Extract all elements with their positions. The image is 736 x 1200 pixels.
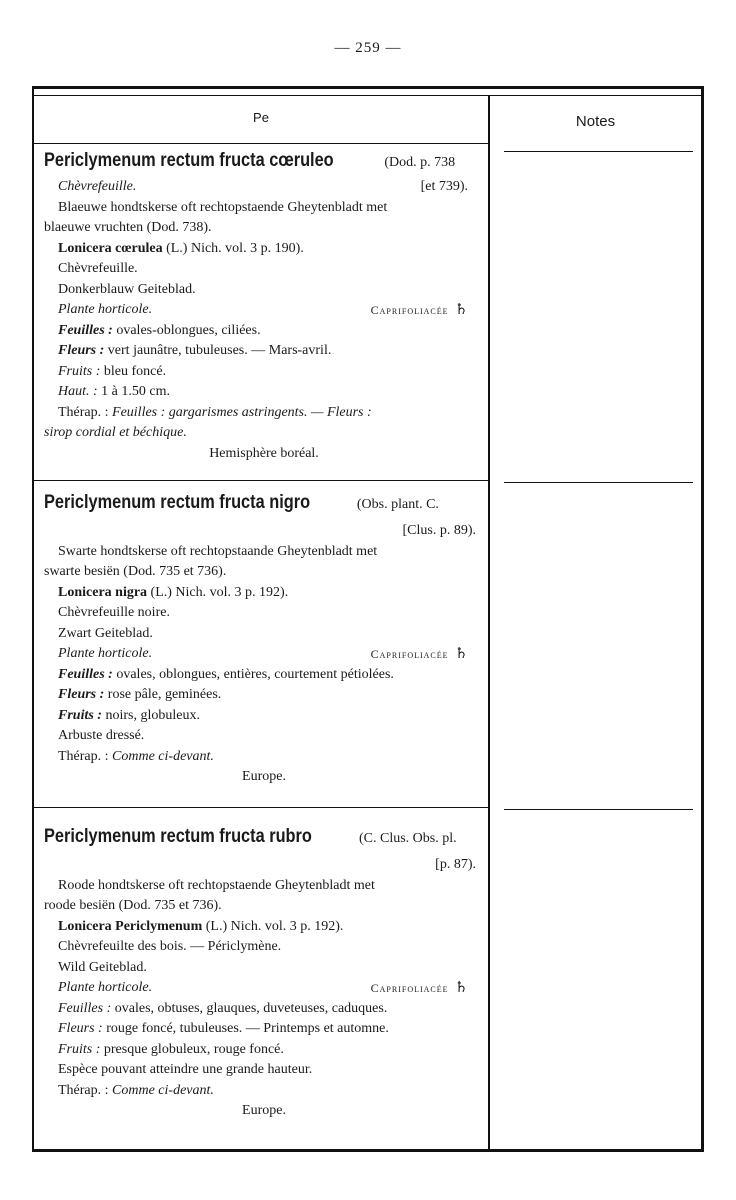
binomial-name: Lonicera Periclymenum — [58, 918, 203, 934]
flowers-label: Fleurs : — [58, 343, 105, 358]
region: Europe. — [242, 769, 286, 784]
flowers-label: Fleurs : — [58, 1021, 103, 1036]
plant-type: Plante horticole. — [58, 980, 153, 995]
reference-continued: [Clus. p. 89). — [402, 523, 476, 538]
flowers-label: Fleurs : — [58, 687, 105, 702]
leaves-label: Feuilles : — [58, 1000, 112, 1016]
fruits-value: presque globuleux, rouge foncé. — [103, 1041, 284, 1057]
dutch-name: Donkerblauw Geiteblad. — [58, 281, 196, 297]
fruits-label: Fruits : — [58, 363, 101, 379]
notes-rule — [504, 482, 693, 483]
common-name: Chèvrefeuille. — [58, 179, 137, 194]
plant-family: Caprifoliacée — [370, 981, 449, 995]
therapy-label: Thérap. : — [58, 748, 109, 764]
dutch-name: Zwart Geiteblad. — [58, 625, 153, 641]
entry-reference: (Dod. p. 738 — [384, 155, 456, 170]
plant-type: Plante horticole. — [58, 646, 153, 661]
flemish-description: Roode hondtskerse oft rechtopstaende Gheytenbladt met — [58, 877, 375, 893]
shrub-symbol-icon: ♄ — [454, 646, 468, 662]
table-header — [34, 95, 701, 142]
plant-type: Plante horticole. — [58, 302, 153, 317]
french-name: Chèvrefeuille noire. — [58, 605, 170, 620]
region: Hemisphère boréal. — [209, 445, 319, 461]
flowers-value: rouge foncé, tubuleuses. — Printemps et automne. — [106, 1021, 389, 1036]
entry-title: Periclymenum rectum fructa nigro — [44, 492, 311, 513]
binomial-name: Lonicera nigra — [58, 584, 148, 600]
plant-family: Caprifoliacée — [370, 303, 449, 317]
document-table — [32, 86, 704, 1152]
binomial-name: Lonicera cœrulea — [58, 240, 163, 256]
french-name: Chèvrefeuilte des bois. — Périclymène. — [58, 939, 282, 954]
entry-title: Periclymenum rectum fructa cœruleo — [44, 150, 334, 171]
fruits-value: noirs, globuleux. — [105, 707, 200, 723]
flowers-value: vert jaunâtre, tubuleuses. — Mars-avril. — [107, 343, 332, 358]
entry-1 — [44, 151, 484, 464]
habit: Espèce pouvant atteindre une grande hauteur. — [58, 1062, 313, 1077]
therapy-value-cont: sirop cordial et béchique. — [44, 425, 187, 440]
entry-title: Periclymenum rectum fructa rubro — [44, 826, 312, 847]
flemish-description-cont: blaeuwe vruchten (Dod. 738). — [44, 220, 212, 235]
therapy-label: Thérap. : — [58, 1082, 109, 1098]
height-value: 1 à 1.50 cm. — [101, 384, 170, 399]
entry-divider — [34, 807, 488, 808]
dutch-name: Wild Geiteblad. — [58, 959, 147, 975]
french-name: Chèvrefeuille. — [58, 261, 138, 276]
entry-reference: (C. Clus. Obs. pl. — [358, 831, 457, 846]
height-label: Haut. : — [58, 384, 98, 399]
notes-rule — [504, 151, 693, 152]
therapy-label: Thérap. : — [58, 404, 109, 420]
leaves-value: ovales, obtuses, glauques, duveteuses, caduques. — [114, 1000, 388, 1016]
region: Europe. — [242, 1103, 286, 1118]
header-divider — [34, 143, 488, 144]
leaves-value: ovales, oblongues, entières, courtement pétiolées. — [116, 666, 394, 682]
fruits-label: Fruits : — [58, 1041, 101, 1057]
plant-family: Caprifoliacée — [370, 647, 449, 661]
leaves-label: Feuilles : — [58, 666, 113, 682]
flemish-description: Blaeuwe hondtskerse oft rechtopstaende Gheytenbladt met — [58, 199, 388, 215]
habit: Arbuste dressé. — [58, 728, 145, 743]
entry-reference: (Obs. plant. C. — [356, 497, 439, 512]
flowers-value: rose pâle, geminées. — [107, 687, 222, 702]
entry-divider — [34, 480, 488, 481]
reference-continued: [et 739). — [420, 179, 468, 194]
flemish-description-cont: roode besiën (Dod. 735 et 736). — [44, 898, 222, 913]
flemish-description: Swarte hondtskerse oft rechtopstaande Gheytenbladt met — [58, 543, 378, 559]
flemish-description-cont: swarte besiën (Dod. 735 et 736). — [44, 564, 227, 579]
fruits-value: bleu foncé. — [103, 363, 167, 379]
shrub-symbol-icon: ♄ — [454, 302, 468, 318]
leaves-label: Feuilles : — [58, 322, 113, 338]
column-divider — [488, 95, 490, 1149]
binomial-reference: (L.) Nich. vol. 3 p. 190). — [166, 240, 304, 256]
binomial-reference: (L.) Nich. vol. 3 p. 192). — [150, 584, 289, 600]
reference-continued: [p. 87). — [435, 857, 476, 872]
header-notes: Notes — [575, 113, 616, 130]
entry-2 — [44, 493, 484, 788]
header-left: Pe — [253, 110, 269, 125]
entry-3 — [44, 827, 484, 1122]
therapy-value: Comme ci-devant. — [112, 1082, 214, 1098]
therapy-value: Feuilles : gargarismes astringents. — Fleurs : — [112, 404, 372, 420]
binomial-reference: (L.) Nich. vol. 3 p. 192). — [205, 918, 344, 934]
therapy-value: Comme ci-devant. — [112, 748, 214, 764]
leaves-value: ovales-oblongues, ciliées. — [116, 322, 261, 338]
shrub-symbol-icon: ♄ — [454, 980, 468, 996]
fruits-label: Fruits : — [58, 707, 102, 723]
notes-rule — [504, 809, 693, 810]
page-number: — 259 — — [334, 40, 402, 56]
